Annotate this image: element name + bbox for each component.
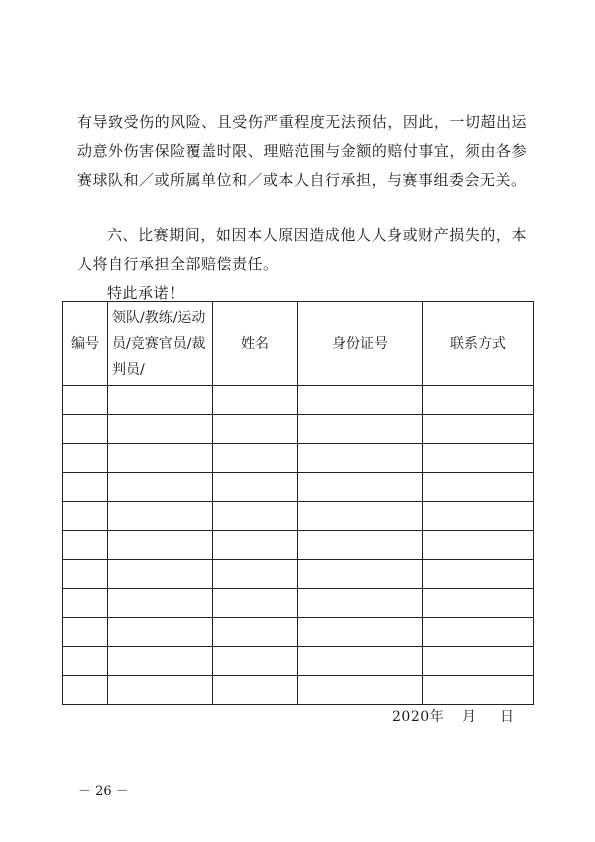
cell-role[interactable] xyxy=(108,386,213,415)
date-month: 月 xyxy=(462,709,477,725)
cell-role[interactable] xyxy=(108,502,213,531)
cell-role[interactable] xyxy=(108,560,213,589)
header-id-number: 身份证号 xyxy=(298,302,423,386)
cell-id-number[interactable] xyxy=(298,531,423,560)
table-row xyxy=(63,589,534,618)
header-contact: 联系方式 xyxy=(423,302,534,386)
header-role: 领队/教练/运动员/竞赛官员/裁判员/ xyxy=(108,302,213,386)
header-number: 编号 xyxy=(63,302,108,386)
cell-number[interactable] xyxy=(63,502,108,531)
cell-number[interactable] xyxy=(63,618,108,647)
table-row xyxy=(63,502,534,531)
cell-name[interactable] xyxy=(213,676,298,705)
table-row xyxy=(63,647,534,676)
cell-role[interactable] xyxy=(108,618,213,647)
cell-role[interactable] xyxy=(108,647,213,676)
cell-name[interactable] xyxy=(213,560,298,589)
cell-number[interactable] xyxy=(63,531,108,560)
paragraph-clause-six: 六、比赛期间，如因本人原因造成他人人身或财产损失的，本人将自行承担全部赔偿责任。 xyxy=(77,226,527,273)
cell-id-number[interactable] xyxy=(298,647,423,676)
cell-number[interactable] xyxy=(63,444,108,473)
cell-number[interactable] xyxy=(63,473,108,502)
page-number: － 26 － xyxy=(78,784,129,799)
cell-number[interactable] xyxy=(63,560,108,589)
cell-name[interactable] xyxy=(213,531,298,560)
cell-number[interactable] xyxy=(63,386,108,415)
table-row xyxy=(63,386,534,415)
cell-contact[interactable] xyxy=(423,647,534,676)
cell-contact[interactable] xyxy=(423,415,534,444)
table-body xyxy=(63,386,534,705)
cell-role[interactable] xyxy=(108,531,213,560)
cell-name[interactable] xyxy=(213,647,298,676)
table-row xyxy=(63,560,534,589)
cell-id-number[interactable] xyxy=(298,618,423,647)
paragraph-liability-clause: 有导致受伤的风险、且受伤严重程度无法预估，因此，一切超出运动意外伤害保险覆盖时限、理赔范围与金额的赔付事宜，须由各参赛球队和／或所属单位和／或本人自行承担，与赛事组委会无关。 xyxy=(77,113,527,189)
cell-contact[interactable] xyxy=(423,560,534,589)
table-row xyxy=(63,618,534,647)
cell-contact[interactable] xyxy=(423,473,534,502)
cell-number[interactable] xyxy=(63,415,108,444)
cell-contact[interactable] xyxy=(423,589,534,618)
cell-id-number[interactable] xyxy=(298,444,423,473)
cell-name[interactable] xyxy=(213,618,298,647)
table-row xyxy=(63,473,534,502)
signature-date xyxy=(392,706,515,726)
date-year: 2020年 xyxy=(392,709,445,725)
cell-id-number[interactable] xyxy=(298,560,423,589)
cell-role[interactable] xyxy=(108,444,213,473)
registration-table xyxy=(62,301,534,705)
table-row xyxy=(63,676,534,705)
cell-id-number[interactable] xyxy=(298,502,423,531)
cell-contact[interactable] xyxy=(423,386,534,415)
cell-id-number[interactable] xyxy=(298,473,423,502)
cell-role[interactable] xyxy=(108,415,213,444)
cell-name[interactable] xyxy=(213,415,298,444)
cell-contact[interactable] xyxy=(423,502,534,531)
cell-contact[interactable] xyxy=(423,618,534,647)
cell-number[interactable] xyxy=(63,589,108,618)
cell-number[interactable] xyxy=(63,647,108,676)
cell-name[interactable] xyxy=(213,589,298,618)
cell-number[interactable] xyxy=(63,676,108,705)
cell-id-number[interactable] xyxy=(298,386,423,415)
cell-name[interactable] xyxy=(213,473,298,502)
cell-role[interactable] xyxy=(108,473,213,502)
table-header-row xyxy=(63,302,534,386)
cell-name[interactable] xyxy=(213,444,298,473)
cell-role[interactable] xyxy=(108,589,213,618)
header-name: 姓名 xyxy=(213,302,298,386)
cell-contact[interactable] xyxy=(423,676,534,705)
cell-id-number[interactable] xyxy=(298,589,423,618)
table-row xyxy=(63,444,534,473)
cell-name[interactable] xyxy=(213,386,298,415)
table-row xyxy=(63,415,534,444)
date-day: 日 xyxy=(500,709,515,725)
table-row xyxy=(63,531,534,560)
paragraph-pledge: 特此承诺！ xyxy=(107,284,185,302)
cell-id-number[interactable] xyxy=(298,676,423,705)
cell-contact[interactable] xyxy=(423,444,534,473)
cell-name[interactable] xyxy=(213,502,298,531)
cell-id-number[interactable] xyxy=(298,415,423,444)
cell-role[interactable] xyxy=(108,676,213,705)
cell-contact[interactable] xyxy=(423,531,534,560)
